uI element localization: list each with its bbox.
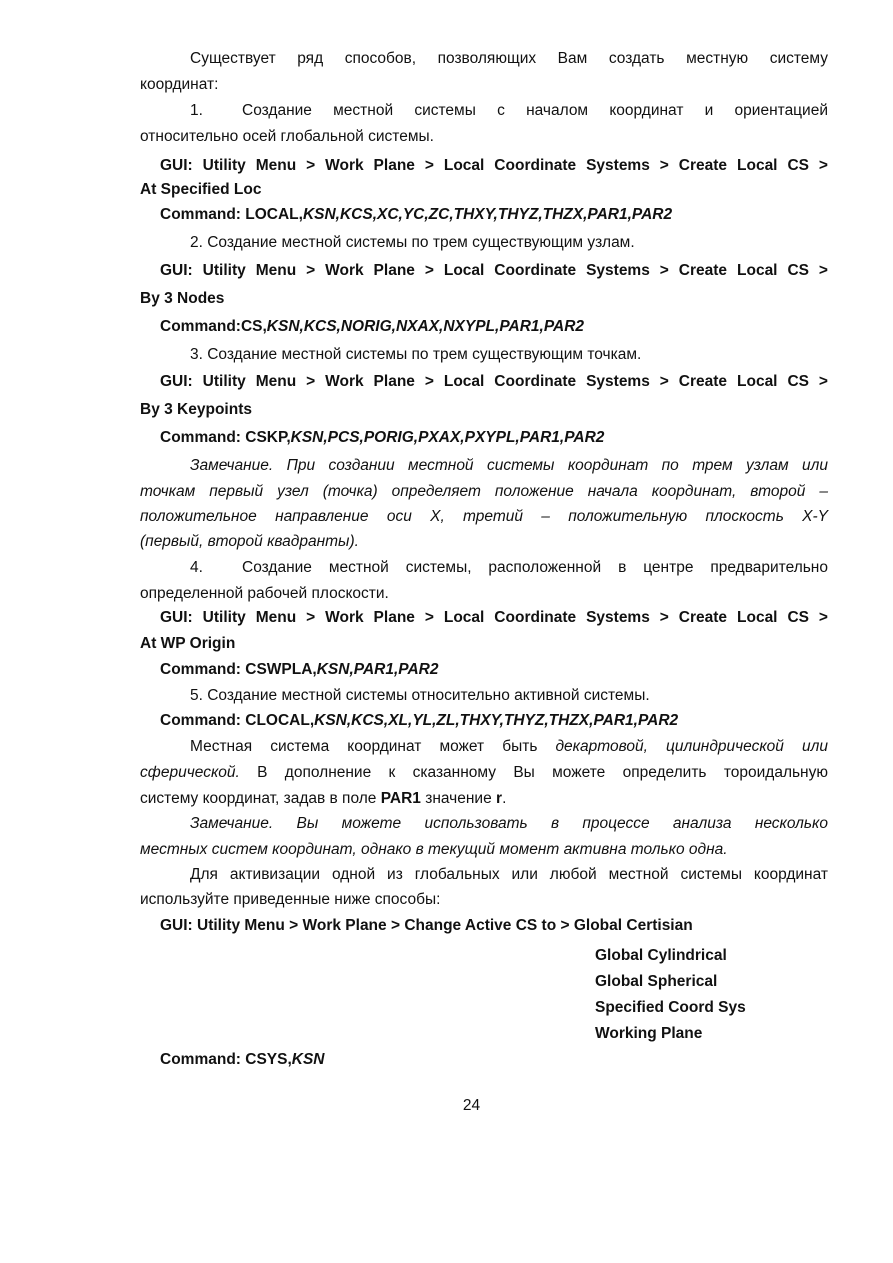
para-text: . <box>502 790 507 807</box>
command-label: Command: <box>160 1051 246 1068</box>
command-args: KSN <box>291 1051 325 1068</box>
page-number: 24 <box>462 1097 481 1114</box>
method-4-line-2: определенной рабочей плоскости. <box>140 585 389 602</box>
command-args: KSN,KCS,NORIG,NXAX,NXYPL,PAR1,PAR2 <box>266 318 585 335</box>
gui-path-3-end: By 3 Keypoints <box>140 401 252 418</box>
command-label: Command: <box>160 429 246 446</box>
method-1-text: Создание местной системы с началом координат и ориентацией <box>242 102 828 119</box>
command-csys <box>160 1050 325 1070</box>
method-4-text: Создание местной системы, расположенной в центре предварительно <box>242 559 828 576</box>
gui-path-5-options <box>595 943 746 1047</box>
method-1-line-2: относительно осей глобальной системы. <box>140 128 434 145</box>
gui-path-2: GUI: Utility Menu > Work Plane > Local Coordinate Systems > Create Local CS > <box>160 262 828 279</box>
note-2-line-1: Замечание. Вы можете использовать в процессе анализа несколько <box>190 815 828 832</box>
command-name: CLOCAL, <box>245 712 315 729</box>
command-args: KSN,KCS,XL,YL,ZL,THXY,THYZ,THZX,PAR1,PAR2 <box>314 712 679 729</box>
intro-line-1: Существует ряд способов, позволяющих Вам создать местную систему <box>190 50 828 67</box>
method-4-line-1 <box>190 558 828 578</box>
para-2-line-2: используйте приведенные ниже способы: <box>140 891 441 908</box>
para-2-line-1: Для активизации одной из глобальных или любой местной системы координат <box>190 866 828 883</box>
para-text: систему координат, задав в поле <box>140 790 381 807</box>
intro-line-2: координат: <box>140 76 219 93</box>
para-text: В дополнение к сказанному Вы можете определить тороидальную <box>239 764 828 781</box>
method-3: 3. Создание местной системы по трем существующим точкам. <box>190 346 642 363</box>
field-name: PAR1 <box>380 790 421 807</box>
command-name: CSYS, <box>245 1051 292 1068</box>
command-label: Command: <box>160 661 246 678</box>
note-1-line-3: положительное направление оси X, третий – положительную плоскость X-Y <box>140 508 828 525</box>
method-4-number: 4. <box>190 559 203 576</box>
command-cswpla <box>160 660 438 680</box>
gui-path-4: GUI: Utility Menu > Work Plane > Local Coordinate Systems > Create Local CS > <box>160 609 828 626</box>
command-args: KSN,PCS,PORIG,PXAX,PXYPL,PAR1,PAR2 <box>290 429 605 446</box>
command-label: Command: <box>160 318 241 335</box>
gui-path-3: GUI: Utility Menu > Work Plane > Local Coordinate Systems > Create Local CS > <box>160 373 828 390</box>
command-label: Command: <box>160 712 246 729</box>
option-global-spherical: Global Spherical <box>595 973 718 990</box>
option-global-cylindrical: Global Cylindrical <box>595 947 727 964</box>
gui-path-1-end: At Specified Loc <box>140 181 262 198</box>
method-2: 2. Создание местной системы по трем существующим узлам. <box>190 234 635 251</box>
gui-path-1: GUI: Utility Menu > Work Plane > Local Coordinate Systems > Create Local CS > <box>160 157 828 174</box>
note-1-line-4: (первый, второй квадранты). <box>140 533 359 550</box>
para-1-line-3 <box>140 789 506 809</box>
method-5: 5. Создание местной системы относительно активной системы. <box>190 687 650 704</box>
command-label: Command: <box>160 206 246 223</box>
command-name: CS, <box>240 318 267 335</box>
command-args: KSN,PAR1,PAR2 <box>316 661 439 678</box>
option-specified-coord-sys: Specified Coord Sys <box>595 999 746 1016</box>
command-local <box>160 205 672 225</box>
method-1-number: 1. <box>190 102 203 119</box>
para-1-line-2 <box>140 763 828 783</box>
para-emphasis: сферической. <box>140 764 240 781</box>
gui-path-5: GUI: Utility Menu > Work Plane > Change Active CS to > Global Certisian <box>160 917 693 934</box>
note-2-line-2: местных систем координат, однако в текущий момент активна только одна. <box>140 841 728 858</box>
command-name: LOCAL, <box>245 206 303 223</box>
gui-path-4-end: At WP Origin <box>140 635 236 652</box>
para-emphasis: декартовой, цилиндрической или <box>555 738 828 755</box>
para-1-line-1 <box>190 737 828 757</box>
para-text: значение <box>420 790 497 807</box>
para-text: Местная система координат может быть <box>190 738 556 755</box>
command-clocal <box>160 711 678 731</box>
note-1-line-2: точкам первый узел (точка) определяет положение начала координат, второй – <box>140 483 828 500</box>
command-cskp <box>160 428 604 448</box>
gui-path-2-end: By 3 Nodes <box>140 290 225 307</box>
command-cs <box>160 317 584 337</box>
method-1-line-1 <box>190 101 828 121</box>
command-name: CSKP, <box>245 429 291 446</box>
note-1-line-1: Замечание. При создании местной системы координат по трем узлам или <box>190 457 828 474</box>
command-name: CSWPLA, <box>245 661 317 678</box>
command-args: KSN,KCS,XC,YC,ZC,THXY,THYZ,THZX,PAR1,PAR2 <box>302 206 673 223</box>
field-value: r <box>496 790 503 807</box>
option-working-plane: Working Plane <box>595 1025 703 1042</box>
